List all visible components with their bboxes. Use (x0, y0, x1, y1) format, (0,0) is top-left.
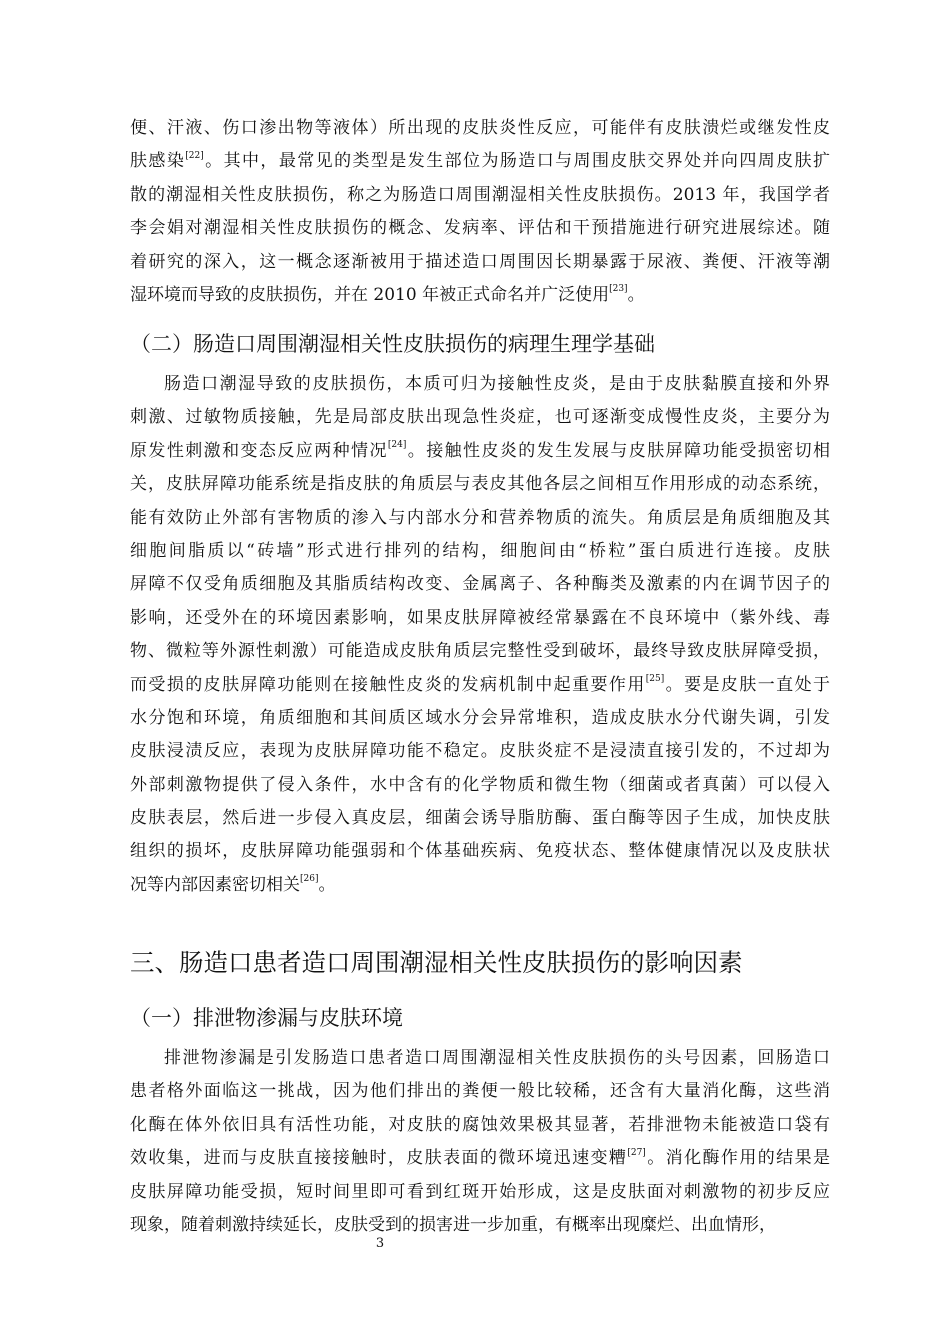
text-line (130, 735, 830, 768)
text-run: 化酶在体外依旧具有活性功能，对皮肤的腐蚀效果极其显著，若排泄物未能被造口袋有 (130, 1114, 830, 1135)
text-line (130, 1142, 830, 1175)
paragraph-moisture-definition (130, 112, 830, 312)
section-heading-excreta-leakage: （一）排泄物渗漏与皮肤环境 (130, 1006, 403, 1030)
text-run: 患者格外面临这一挑战，因为他们排出的粪便一般比较稀，还含有大量消化酶，这些消 (130, 1081, 830, 1102)
text-run: 关，皮肤屏障功能系统是指皮肤的角质层与表皮其他各层之间相互作用形成的动态系统， (130, 474, 830, 495)
text-line (130, 145, 830, 178)
text-run: 。消化酶作用的结果是 (645, 1148, 831, 1169)
text-line (130, 1075, 830, 1108)
text-line (130, 112, 830, 145)
text-line (130, 435, 830, 468)
paragraph-excreta-leakage (130, 1042, 830, 1242)
text-line (130, 702, 830, 735)
text-line (130, 568, 830, 601)
text-run: 而受损的皮肤屏障功能则在接触性皮炎的发病机制中起重要作用 (130, 674, 646, 695)
text-run: 便、汗液、伤口渗出物等液体）所出现的皮肤炎性反应，可能伴有皮肤溃烂或继发性皮 (130, 118, 830, 138)
text-run: 物、微粒等外源性刺激）可能造成皮肤角质层完整性受到破坏，最终导致皮肤屏障受损， (130, 641, 830, 662)
text-run: 况等内部因素密切相关 (130, 874, 300, 895)
text-run: 。其中，最常见的类型是发生部位为肠造口与周围皮肤交界处并向四周皮肤扩 (203, 151, 831, 172)
text-line (130, 179, 830, 212)
text-run: 。要是皮肤一直处于 (664, 674, 831, 695)
citation-marker: [24] (387, 440, 407, 451)
text-line (130, 835, 830, 868)
text-line (130, 635, 830, 668)
citation-marker: [25] (645, 673, 665, 684)
text-line (130, 1109, 830, 1142)
text-run: 。 (318, 874, 336, 895)
text-line (130, 602, 830, 635)
text-line (130, 368, 830, 401)
citation-marker: [27] (627, 1147, 646, 1158)
text-run: 刺激、过敏物质接触，先是局部皮肤出现急性炎症，也可逐渐变成慢性皮炎，主要分为 (130, 407, 830, 428)
text-run: 能有效防止外部有害物质的渗入与内部水分和营养物质的流失。角质层是角质细胞及其 (130, 507, 830, 528)
citation-marker: [22] (185, 150, 204, 161)
text-line (130, 502, 830, 535)
text-run: 着研究的深入，这一概念逐渐被用于描述造口周围因长期暴露于尿液、粪便、汗液等潮 (130, 251, 830, 272)
text-run: 细胞间脂质以“砖墙”形式进行排列的结构，细胞间由“桥粒”蛋白质进行连接。皮肤 (130, 540, 830, 561)
text-line (130, 769, 830, 802)
text-run: 肤感染 (130, 151, 186, 172)
text-run: 李会娟对潮湿相关性皮肤损伤的概念、发病率、评估和干预措施进行研究进展综述。随 (130, 218, 830, 239)
text-line (130, 212, 830, 245)
page-number: 3 (375, 1236, 385, 1251)
text-run: 影响，还受外在的环境因素影响，如果皮肤屏障被经常暴露在不良环境中（紫外线、毒 (130, 607, 830, 628)
text-line (130, 1042, 830, 1075)
text-run: 。 (627, 284, 645, 305)
citation-marker: [26] (300, 874, 319, 885)
citation-marker: [23] (609, 284, 628, 295)
text-run: 现象，随着刺激持续延长，皮肤受到的损害进一步加重，有概率出现糜烂、出血情形， (130, 1214, 776, 1235)
text-run: 原发性刺激和变态反应两种情况 (130, 440, 388, 461)
text-line (130, 802, 830, 835)
text-line (130, 279, 830, 312)
paragraph-pathophysiology (130, 368, 830, 902)
text-run: 排泄物渗漏是引发肠造口患者造口周围潮湿相关性皮肤损伤的头号因素，回肠造口 (164, 1048, 830, 1068)
text-run: 皮肤表层，然后进一步侵入真皮层，细菌会诱导脂肪酶、蛋白酶等因子生成，加快皮肤 (130, 808, 830, 829)
section-heading-pathophysiology: （二）肠造口周围潮湿相关性皮肤损伤的病理生理学基础 (130, 332, 655, 356)
text-run: 皮肤屏障功能受损，短时间里即可看到红斑开始形成，这是皮肤面对刺激物的初步反应 (130, 1181, 830, 1202)
chapter-heading-influencing-factors: 三、肠造口患者造口周围潮湿相关性皮肤损伤的影响因素 (130, 948, 743, 977)
text-run: 外部刺激物提供了侵入条件，水中含有的化学物质和微生物（细菌或者真菌）可以侵入 (130, 774, 830, 795)
text-run: 屏障不仅受角质细胞及其脂质结构改变、金属离子、各种酶类及激素的内在调节因子的 (130, 574, 830, 595)
text-line (130, 401, 830, 434)
text-run: 散的潮湿相关性皮肤损伤，称之为肠造口周围潮湿相关性皮肤损伤。2013 年，我国学者 (130, 184, 830, 205)
text-line (130, 468, 830, 501)
text-run: 皮肤浸渍反应，表现为皮肤屏障功能不稳定。皮肤炎症不是浸渍直接引发的，不过却为 (130, 741, 830, 762)
text-run: 湿环境而导致的皮肤损伤，并在 2010 年被正式命名并广泛使用 (130, 284, 610, 305)
text-line (130, 869, 830, 902)
text-run: 水分饱和环境，角质细胞和其间质区域水分会异常堆积，造成皮肤水分代谢失调，引发 (130, 707, 830, 728)
text-line (130, 535, 830, 568)
text-run: 效收集，进而与皮肤直接接触时，皮肤表面的微环境迅速变糟 (130, 1148, 628, 1169)
text-run: 肠造口潮湿导致的皮肤损伤，本质可归为接触性皮炎，是由于皮肤黏膜直接和外界 (164, 374, 830, 394)
text-line (130, 1176, 830, 1209)
text-line (130, 669, 830, 702)
text-run: 组织的损坏，皮肤屏障功能强弱和个体基础疾病、免疫状态、整体健康情况以及皮肤状 (130, 841, 830, 862)
text-run: 。接触性皮炎的发生发展与皮肤屏障功能受损密切相 (406, 440, 831, 461)
text-line (130, 246, 830, 279)
